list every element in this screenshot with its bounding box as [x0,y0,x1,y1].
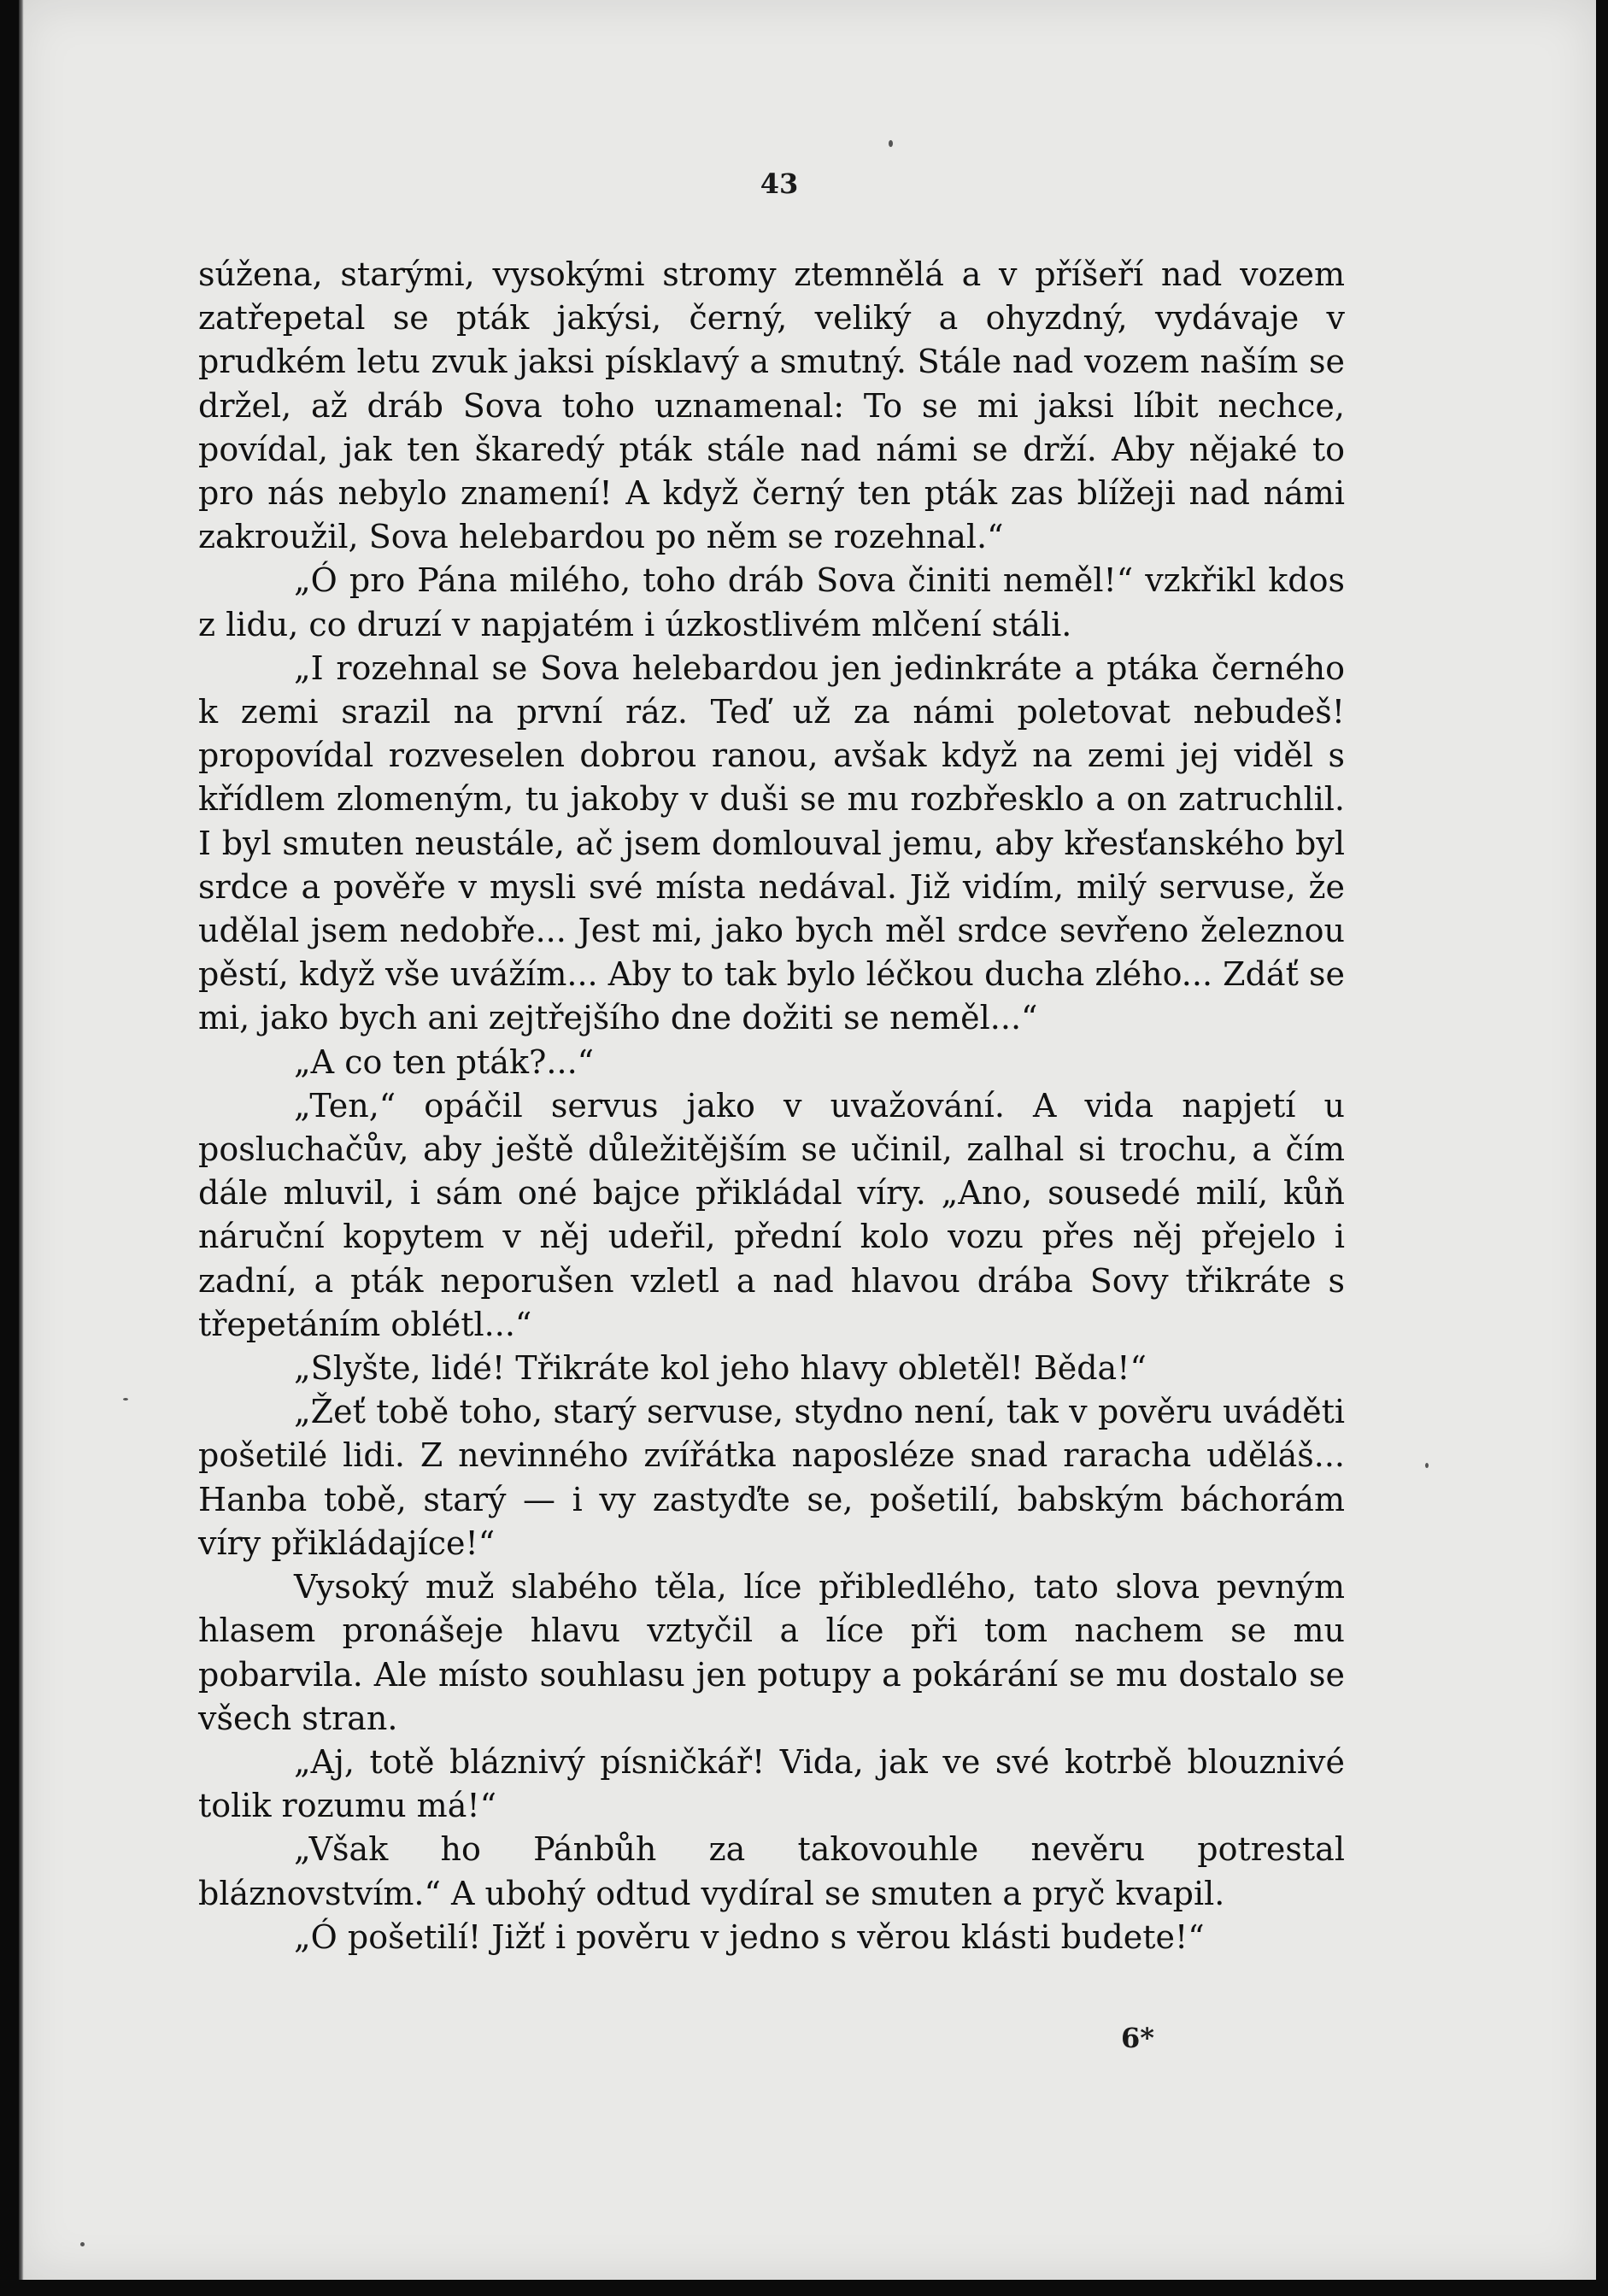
paper-speck [889,140,893,147]
paragraph: „Aj, totě bláznivý písničkář! Vida, jak ve své kotrbě blouznivé tolik rozumu má!“ [198,1742,1345,1825]
paragraph: Vysoký muž slabého těla, líce přibledlého, tato slova pevným hlasem pronášeje hlavu vztyčil a líce při tom nachem se mu pobarvila. Ale místo souhlasu jen potupy a pokárání se mu dostalo se všech stran. [198,1568,1345,1737]
page-binding-edge [19,0,24,2280]
paper-speck [80,2242,85,2246]
book-page [19,0,1596,2280]
signature-mark: 6* [1121,2022,1154,2054]
paragraph: „Ó pošetilí! Jižť i pověru v jedno s věrou klásti budete!“ [294,1917,1205,1956]
paragraph: súžena, starými, vysokými stromy ztemnělá a v příšeří nad vozem zatřepetal se pták jakýsi, černý, veliký a ohyzdný, vydávaje v prudkém letu zvuk jaksi písklavý a smutný. Stále nad vozem naším se držel, až dráb Sova toho uznamenal: To se mi jaksi líbit nechce, povídal, jak ten škaredý pták stále nad námi se drží. Aby nějaké to pro nás nebylo znamení! A když černý ten pták zas blížeji nad námi zakroužil, Sova helebardou po něm se rozehnal.“ [198,255,1345,556]
page-number: 43 [760,167,799,200]
paragraph: „Žeť tobě toho, starý servuse, stydno není, tak v pověru uváděti pošetilé lidi. Z nevinného zvířátka naposléze snad raracha uděláš... Hanba tobě, starý — i vy zastyďte se, pošetilí, babským báchorám víry přikládajíce!“ [198,1393,1345,1562]
paragraph: „Ten,“ opáčil servus jako v uvažování. A vida napjetí u posluchačův, aby ještě důležitějším se učinil, zalhal si trochu, a čím dále mluvil, i sám oné bajce přikládal víry. „Ano, sousedé milí, kůň náruční kopytem v něj udeřil, přední kolo vozu přes něj přejelo i zadní, a pták neporušen vzletl a nad hlavou drába Sovy třikráte s třepetáním oblétl...“ [198,1086,1345,1343]
paragraph: „Však ho Pánbůh za takovouhle nevěru potrestal bláznovstvím.“ A ubohý odtud vydíral se smuten a pryč kvapil. [198,1830,1345,1912]
paragraph: „Ó pro Pána milého, toho dráb Sova činiti neměl!“ vzkřikl kdos z lidu, co druzí v napjatém i úzkostlivém mlčení stáli. [198,561,1345,643]
paragraph: „A co ten pták?...“ [294,1042,595,1081]
paper-speck [123,1398,128,1401]
body-text [198,253,1345,1959]
paper-speck [1425,1463,1429,1468]
paragraph: „Slyšte, lidé! Třikráte kol jeho hlavy obletěl! Běda!“ [294,1349,1147,1388]
paragraph: „I rozehnal se Sova helebardou jen jedinkráte a ptáka černého k zemi srazil na první ráz. Teď už za námi poletovat nebudeš! propovídal rozveselen dobrou ranou, avšak když na zemi jej viděl s křídlem zlomeným, tu jakoby v duši se mu rozbřesklo a on zatruchlil. I byl smuten neustále, ač jsem domlouval jemu, aby křesťanského byl srdce a pověře v mysli své místa nedával. Již vidím, milý servuse, že udělal jsem nedobře... Jest mi, jako bych měl srdce sevřeno železnou pěstí, když vše uvážím... Aby to tak bylo léčkou ducha zlého... Zdáť se mi, jako bych ani zejtřejšího dne dožiti se neměl...“ [198,649,1345,1037]
